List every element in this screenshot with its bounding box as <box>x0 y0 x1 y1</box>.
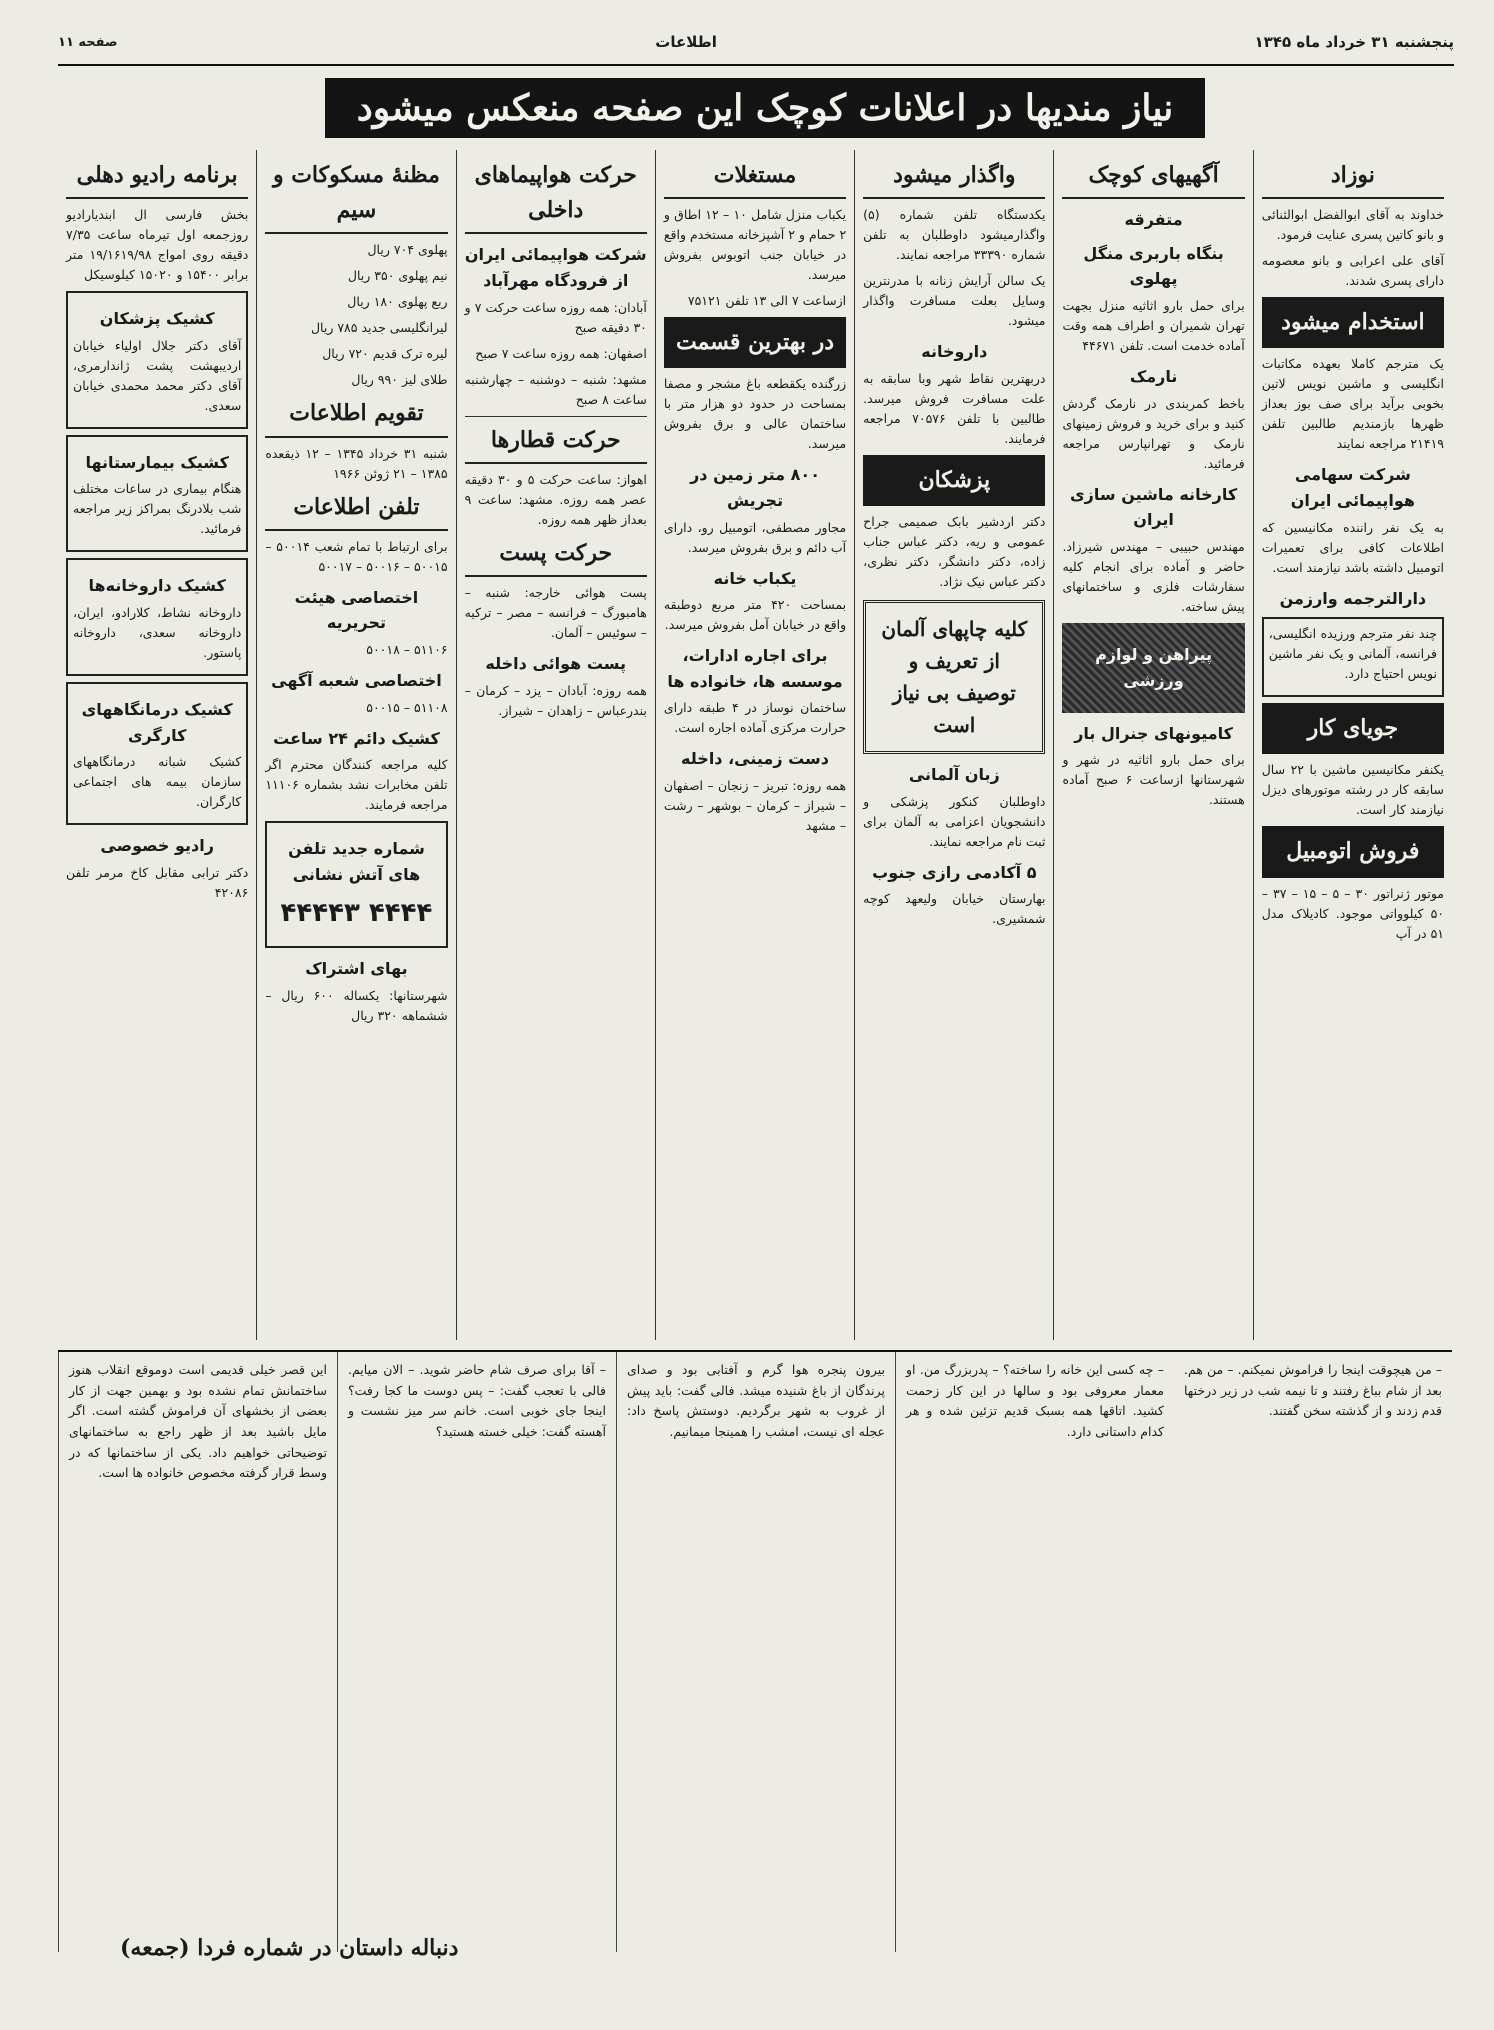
ad-text: دربهترین نقاط شهر وبا سابقه به علت مسافرت فروش میرسد. طالبین با تلفن ۷۰۵۷۶ مراجعه فرمایند. <box>863 370 1046 446</box>
ad-title: کامیونهای جنرال بار <box>1074 723 1233 743</box>
ad-title: اختصاصی هیئت تحریریه <box>294 587 419 633</box>
schedule-line: پست هوائی خارجه: شنبه – هامبورگ – فرانسه – مصر – ترکیه – سوئیس – آلمان. <box>464 584 647 640</box>
ad-text: داوطلبان کنکور پزشکی و دانشجویان اعزامی به آلمان برای ثبت نام مراجعه نمایند. <box>863 793 1046 849</box>
rate-line: نیم پهلوی ۳۵۰ ریال <box>347 268 448 284</box>
column-title: واگذار میشود <box>863 158 1045 199</box>
fire-phone-box <box>265 821 447 948</box>
section-title: حرکت پست <box>465 536 647 577</box>
column-rates-calendar <box>256 150 455 1340</box>
ad-title: ۸۰۰ متر زمین در تجریش <box>690 465 820 510</box>
ad-text: هنگام بیماری در ساعات مختلف شب بلادرنگ بمراکز زیر مراجعه فرمائید. <box>73 481 242 537</box>
ad-text: ساختمان نوساز در ۴ طبقه دارای حرارت مرکزی آماده اجاره است. <box>663 700 847 736</box>
ad-text: یکباب منزل شامل ۱۰ – ۱۲ اطاق و ۲ حمام و ۲ آشپزخانه مستخدم واقع در خیابان جنب اتوبوس بفروش میرسد. <box>663 207 847 283</box>
rate-line: لیرانگلیسی جدید ۷۸۵ ریال <box>310 320 448 336</box>
section-title: حرکت قطارها <box>465 423 647 464</box>
classifieds-banner: نیاز مندیها در اعلانات کوچک این صفحه منعکس میشود <box>325 78 1205 138</box>
column-title: برنامه رادیو دهلی <box>66 158 248 199</box>
ad-title: شرکت هواپیمائی ایران از فرودگاه مهرآباد <box>464 245 647 290</box>
phone-text: برای ارتباط با تمام شعب ۵۰۰۱۴ – ۵۰۰۱۵ – ۵۰۰۱۶ – ۵۰۰۱۷ <box>265 538 448 574</box>
ad-text: بخش فارسی ال ابندیارادیو روزجمعه اول تیرماه ساعت ۷/۳۵ دقیقه روی امواج ۱۹/۱۶۱۹/۹۸ متر برابر ۱۵۴۰۰ و ۱۵۰۲۰ کیلوسیکل <box>66 207 249 283</box>
ad-text: دکتر ترابی مقابل کاخ مرمر تلفن ۴۲۰۸۶ <box>66 864 249 900</box>
clinic-box <box>66 435 248 553</box>
ad-text: مهندس حبیبی – مهندس شیرزاد. حاضر و آماده برای انجام کلیه سفارشات فلزی و ساختمانهای پیش ساخته. <box>1062 538 1245 614</box>
section-heading: فروش اتومبیل <box>1262 826 1444 877</box>
ad-title: کشیک بیمارستانها <box>85 452 229 472</box>
column-transfers-doctors <box>854 150 1053 1340</box>
classifieds-columns <box>58 150 1452 1340</box>
ad-title: نارمک <box>1129 366 1178 386</box>
ad-title: بنگاه باربری منگل پهلوی <box>1083 243 1224 289</box>
column-radio-clinics <box>58 150 256 1340</box>
ad-text: برای حمل بارو اثاثیه منزل بجهت تهران شمیران و اطراف همه وقت آماده خدمت است. تلفن ۴۴۶۷۱ <box>1062 297 1245 353</box>
picture-ad: پیراهن و لوازم ورزشی <box>1062 623 1244 713</box>
schedule-line: آبادان: همه روزه ساعت حرکت ۷ و ۳۰ دقیقه صبح <box>464 299 647 335</box>
ad-title: متفرقه <box>1124 210 1183 230</box>
story-column: – چه کسی این خانه را ساخته؟ – پدربزرگ من. او معمار معروفی بود و سالها در این کار زحمت کشید. اتاقها همه بسبک قدیم تزئین شده و هر کدام داستانی دارد. <box>895 1352 1174 1952</box>
ad-text: شهرستانها: یکساله ۶۰۰ ریال – ششماهه ۳۲۰ ریال <box>265 987 448 1023</box>
phone-text: ۵۱۱۰۸ – ۵۰۰۱۵ <box>366 699 448 715</box>
ad-title: برای اجاره ادارات، موسسه ها، خانواده ها <box>667 646 843 691</box>
ad-text: برای حمل بارو اثاثیه در شهر و شهرستانها ازساعت ۶ صبح آماده هستند. <box>1062 752 1245 808</box>
story-column: بیرون پنجره هوا گرم و آفتابی بود و صدای پرندگان از باغ شنیده میشد. فالی گفت: باید پیش از غروب به شهر برگردیم. دوستش پاسخ داد: عجله ای نیست، امشب را همینجا میمانیم. <box>616 1352 895 1952</box>
calendar-text: شنبه ۳۱ خرداد ۱۳۴۵ – ۱۲ ذیقعده ۱۳۸۵ – ۲۱ ژوئن ۱۹۶۶ <box>265 445 448 481</box>
ad-title: دست زمینی، داخله <box>681 749 829 769</box>
clinic-box <box>66 291 248 429</box>
paper-name: اطلاعات <box>655 33 717 51</box>
ad-title: دارالترجمه وارزمن <box>1279 588 1427 608</box>
ad-text: یکدستگاه تلفن شماره (۵) واگذارمیشود داوطلبان به تلفن شماره ۳۳۳۹۰ مراجعه نمایند. <box>863 207 1046 263</box>
ad-title: کارخانه ماشین سازی ایران <box>1070 484 1238 530</box>
ad-text: باخط کمربندی در نارمک گردش کنید و برای خرید و فروش زمینهای نارمک و تهرانپارس مراجعه فرمائید. <box>1062 395 1245 471</box>
fire-phone-number: ۴۴۴۴ ۴۴۴۴۳ <box>280 898 433 929</box>
page-number: صفحه ۱۱ <box>58 34 118 50</box>
ad-text: چند نفر مترجم ورزیده انگلیسی، فرانسه، آلمانی و یک نفر ماشین نویس احتیاج دارد. <box>1268 626 1437 682</box>
printing-ad: کلیه چاپهای آلمان از تعریف و توصیف بی نیاز است <box>863 600 1045 754</box>
ad-text: یکنفر مکانیسین ماشین با ۲۲ سال سابقه کار در رشته موتورهای دیزل نیازمند کار است. <box>1261 762 1444 818</box>
ad-title: بهای اشتراک <box>305 958 408 978</box>
ad-text: بهارستان خیابان ولیعهد کوچه شمشیری. <box>863 891 1046 927</box>
issue-date: پنجشنبه ۳۱ خرداد ماه ۱۳۴۵ <box>1254 33 1454 51</box>
ad-title: ۵ آکادمی رازی جنوب <box>872 862 1037 882</box>
ad-title: کشیک درمانگاههای کارگری <box>81 699 233 745</box>
ad-title: کشیک دائم ۲۴ ساعت <box>273 728 440 748</box>
ad-text: موتور ژنراتور ۳۰ – ۵ – ۱۵ – ۳۷ – ۵۰ کیلوواتی موجود. کادیلاک مدل ۵۱ در آپ <box>1261 885 1445 941</box>
ad-text: یک مترجم کاملا بعهده مکاتبات انگلیسی و ماشین نویس لاتین بخوبی برآید برای صف بوز بعداز ظهرها بازمندیم طالبین تلفن ۲۱۴۱۹ مراجعه نمایند <box>1261 356 1444 452</box>
column-births-jobs <box>1253 150 1452 1340</box>
ad-title: یکباب خانه <box>713 568 797 588</box>
ad-text: آقای علی اعرابی و بانو معصومه دارای پسری شدند. <box>1261 253 1444 289</box>
ad-title: زبان آلمانی <box>908 764 1000 784</box>
rate-line: طلای لیز ۹۹۰ ریال <box>351 372 448 388</box>
column-title: مستغلات <box>664 158 846 199</box>
rate-line: پهلوی ۷۰۴ ریال <box>367 242 448 258</box>
ad-text: زرگنده یکقطعه باغ مشجر و مصفا بمساحت در حدود دو هزار متر با ساختمان عالی و برق بفروش میرسد. <box>663 376 847 452</box>
ad-title: داروخانه <box>921 342 988 362</box>
ad-title: پست هوائی داخله <box>485 653 627 673</box>
section-title: تلفن اطلاعات <box>265 490 447 531</box>
column-small-ads <box>1053 150 1252 1340</box>
ad-box <box>1262 617 1444 697</box>
masthead-rule <box>58 64 1454 66</box>
divider <box>465 416 647 417</box>
ad-text: به یک نفر راننده مکانیسین که اطلاعات کافی برای تعمیرات اتومبیل داشته باشد نیازمند است. <box>1261 519 1444 575</box>
ad-text: خداوند به آقای ابوالفضل ابوالثنائی و بانو کاتین پسری عنایت فرمود. <box>1261 207 1444 243</box>
ad-title: کشیک داروخانه‌ها <box>88 576 226 596</box>
ad-title: شماره جدید تلفن های آتش نشانی <box>288 839 425 884</box>
masthead <box>58 22 1454 62</box>
clinic-box <box>66 558 248 676</box>
column-title: آگهیهای کوچک <box>1062 158 1244 199</box>
story-column: – من هیچوقت اینجا را فراموش نمیکنم. – من هم. بعد از شام بباغ رفتند و تا نیمه شب در زیر درختها قدم زدند و از گذشته سخن گفتند. <box>1184 1362 1442 1419</box>
rate-line: لیره ترک قدیم ۷۲۰ ریال <box>322 346 448 362</box>
ad-text: دکتر اردشیر بابک صمیمی جراح عمومی و ریه، دکتر عباس جناب زاده، دکتر دانشگر، دکتر نظری، دکتر عباس نیک نژاد. <box>863 513 1046 589</box>
column-title: مظنهٔ مسکوکات و سیم <box>265 158 447 234</box>
column-title: نوزاد <box>1262 158 1444 199</box>
section-heading: پزشکان <box>863 455 1045 506</box>
column-real-estate <box>655 150 854 1340</box>
schedule-line: اصفهان: همه روزه ساعت ۷ صبح <box>475 345 647 361</box>
serial-story <box>58 1350 1452 1952</box>
ad-text: آقای دکتر جلال اولیاء خیابان اردیبهشت پشت ژاندارمری، آقای دکتر محمد محمدی خیابان سعدی. <box>73 337 242 413</box>
story-continued-note: دنباله داستان در شماره فردا (جمعه) <box>120 1935 459 1961</box>
ad-title: رادیو خصوصی <box>100 836 214 856</box>
ad-text: ازساعت ۷ الی ۱۳ تلفن ۷۵۱۲۱ <box>687 293 847 309</box>
ad-text: کشیک شبانه درمانگاههای سازمان بیمه های اجتماعی کارگران. <box>73 754 242 810</box>
ad-text: همه روزه: تبریز – زنجان – اصفهان – شیراز – کرمان – بوشهر – رشت – مشهد <box>663 777 847 833</box>
ad-text: داروخانه نشاط، کلارادو، ایران، داروخانه سعدی، داروخانه پاستور. <box>73 604 242 660</box>
story-column: – آقا برای صرف شام حاضر شوید. – الان میایم. فالی با تعجب گفت: – پس دوست ما کجا رفت؟ اینجا جای خوبی است. خانم سر میز نشست و آهسته گفت: خیلی خسته هستید؟ <box>337 1352 616 1952</box>
section-heading: استخدام میشود <box>1262 297 1444 348</box>
clinic-box <box>66 682 248 825</box>
phone-text: ۵۱۱۰۶ – ۵۰۰۱۸ <box>366 641 448 657</box>
ad-title: کشیک پزشکان <box>99 309 215 329</box>
rate-line: ربع پهلوی ۱۸۰ ریال <box>347 294 448 310</box>
section-heading: در بهترین قسمت <box>664 317 846 368</box>
schedule-line: همه روزه: آبادان – یزد – کرمان – بندرعباس – زاهدان – شیراز. <box>464 682 647 718</box>
section-heading: جویای کار <box>1262 703 1444 754</box>
schedule-line: اهواز: ساعت حرکت ۵ و ۳۰ دقیقه عصر همه روزه. مشهد: ساعت ۹ بعداز ظهر همه روزه. <box>464 471 647 527</box>
column-flights-trains <box>456 150 655 1340</box>
schedule-line: مشهد: شنبه – دوشنبه – چهارشنبه ساعت ۸ صبح <box>464 371 647 407</box>
ad-text: بمساحت ۴۲۰ متر مربع دوطبقه واقع در خیابان آمل بفروش میرسد. <box>663 597 847 633</box>
section-title: تقویم اطلاعات <box>265 396 447 437</box>
ad-title: شرکت سهامی هواپیمائی ایران <box>1290 465 1415 510</box>
column-title: حرکت هواپیماهای داخلی <box>465 158 647 234</box>
ad-text: کلیه مراجعه کنندگان محترم اگر تلفن مخابرات نشد بشماره ۱۱۱۰۶ مراجعه فرمایند. <box>265 757 448 813</box>
ad-title: اختصاصی شعبه آگهی <box>271 670 442 690</box>
story-column: این قصر خیلی قدیمی است دوموقع انقلاب هنوز ساختمانش تمام نشده بود و بهمین جهت از کار بعضی از بخشهای آن فراموش گشته است. اگر مایل باشید بعد از ظهر راجع به ساختمانهای توضیحاتی خواهیم داد. یکی از ساختمانها که در وسط قرار گرفته مخصوص خانواده ها است. <box>58 1352 337 1952</box>
ad-text: یک سالن آرایش زنانه با مدرنترین وسایل بعلت مسافرت واگذار میشود. <box>863 273 1046 329</box>
ad-text: مجاور مصطفی، اتومبیل رو، دارای آب دائم و برق بفروش میرسد. <box>663 519 847 555</box>
